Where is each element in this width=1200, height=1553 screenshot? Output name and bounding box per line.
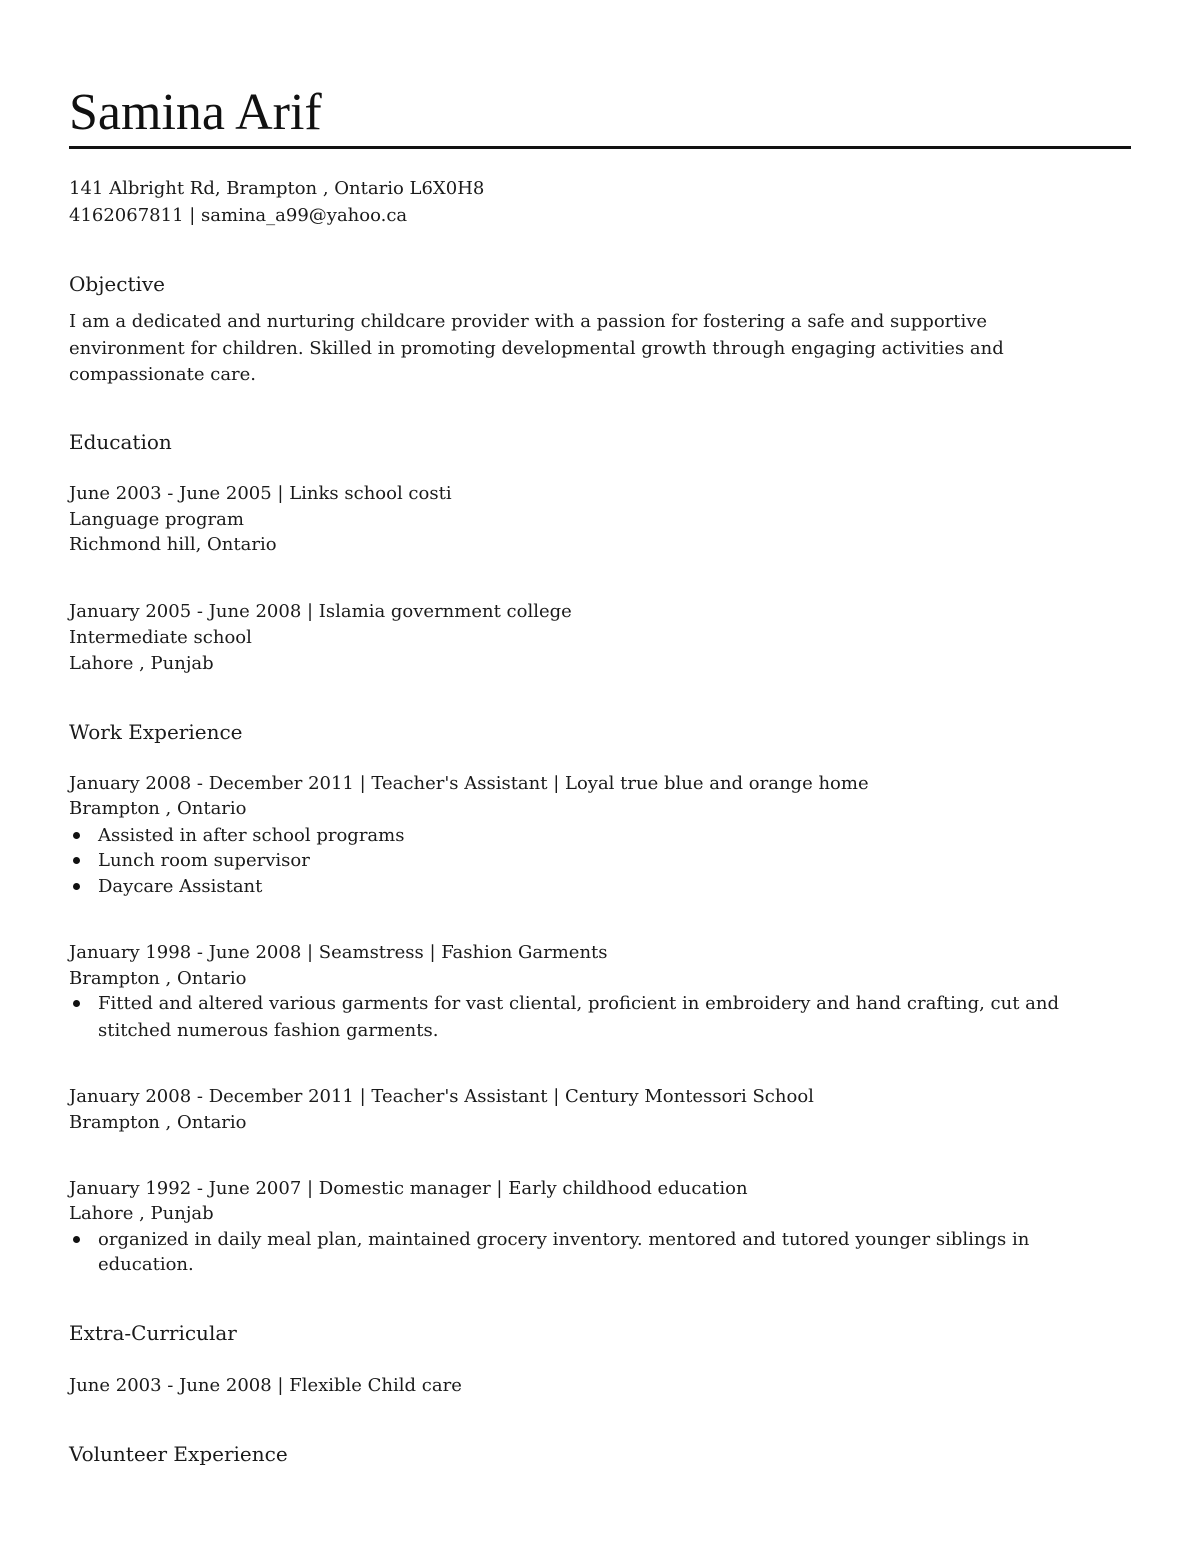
extracurricular-heading: Extra-Curricular (69, 1321, 237, 1345)
list-item-text: Lunch room supervisor (98, 850, 310, 871)
bullet-icon (73, 857, 80, 864)
work-1-title: January 2008 - December 2011 | Teacher's Assistant | Loyal true blue and orange home (69, 773, 869, 794)
list-item-text: education. (98, 1254, 194, 1275)
volunteer-heading: Volunteer Experience (69, 1442, 288, 1466)
list-item-text: Daycare Assistant (98, 876, 263, 897)
contact-line: 4162067811 | samina_a99@yahoo.ca (69, 205, 408, 226)
bullet-icon (73, 1000, 80, 1007)
address-line: 141 Albright Rd, Brampton , Ontario L6X0H8 (69, 178, 485, 199)
objective-line-3: compassionate care. (69, 364, 257, 385)
list-item-text: organized in daily meal plan, maintained grocery inventory. mentored and tutored younger siblings in (98, 1229, 1030, 1250)
objective-heading: Objective (69, 272, 166, 296)
extracurricular-entry: June 2003 - June 2008 | Flexible Child care (69, 1375, 462, 1396)
work-2-location: Brampton , Ontario (69, 968, 247, 989)
list-item-text: stitched numerous fashion garments. (98, 1020, 439, 1041)
resume-name: Samina Arif (69, 84, 322, 141)
bullet-icon (73, 1236, 80, 1243)
list-item-text: Fitted and altered various garments for vast cliental, proficient in embroidery and hand crafting, cut and (98, 993, 1060, 1014)
education-2-location: Lahore , Punjab (69, 653, 214, 674)
work-2-title: January 1998 - June 2008 | Seamstress | Fashion Garments (69, 942, 608, 963)
list-item-text: Assisted in after school programs (98, 825, 405, 846)
education-1-title: June 2003 - June 2005 | Links school costi (69, 483, 452, 504)
education-2-program: Intermediate school (69, 627, 252, 648)
education-heading: Education (69, 430, 172, 454)
work-3-location: Brampton , Ontario (69, 1112, 247, 1133)
education-2-title: January 2005 - June 2008 | Islamia government college (69, 601, 572, 622)
work-1-location: Brampton , Ontario (69, 798, 247, 819)
education-1-location: Richmond hill, Ontario (69, 534, 277, 555)
work-3-title: January 2008 - December 2011 | Teacher's Assistant | Century Montessori School (69, 1086, 814, 1107)
work-4-title: January 1992 - June 2007 | Domestic manager | Early childhood education (69, 1178, 748, 1199)
education-1-program: Language program (69, 509, 244, 530)
bullet-icon (73, 832, 80, 839)
bullet-icon (73, 883, 80, 890)
header-divider (69, 146, 1131, 149)
objective-line-2: environment for children. Skilled in promoting developmental growth through engaging activities and (69, 338, 1004, 359)
objective-line-1: I am a dedicated and nurturing childcare provider with a passion for fostering a safe and supportive (69, 311, 988, 332)
work-4-location: Lahore , Punjab (69, 1203, 214, 1224)
work-heading: Work Experience (69, 720, 243, 744)
